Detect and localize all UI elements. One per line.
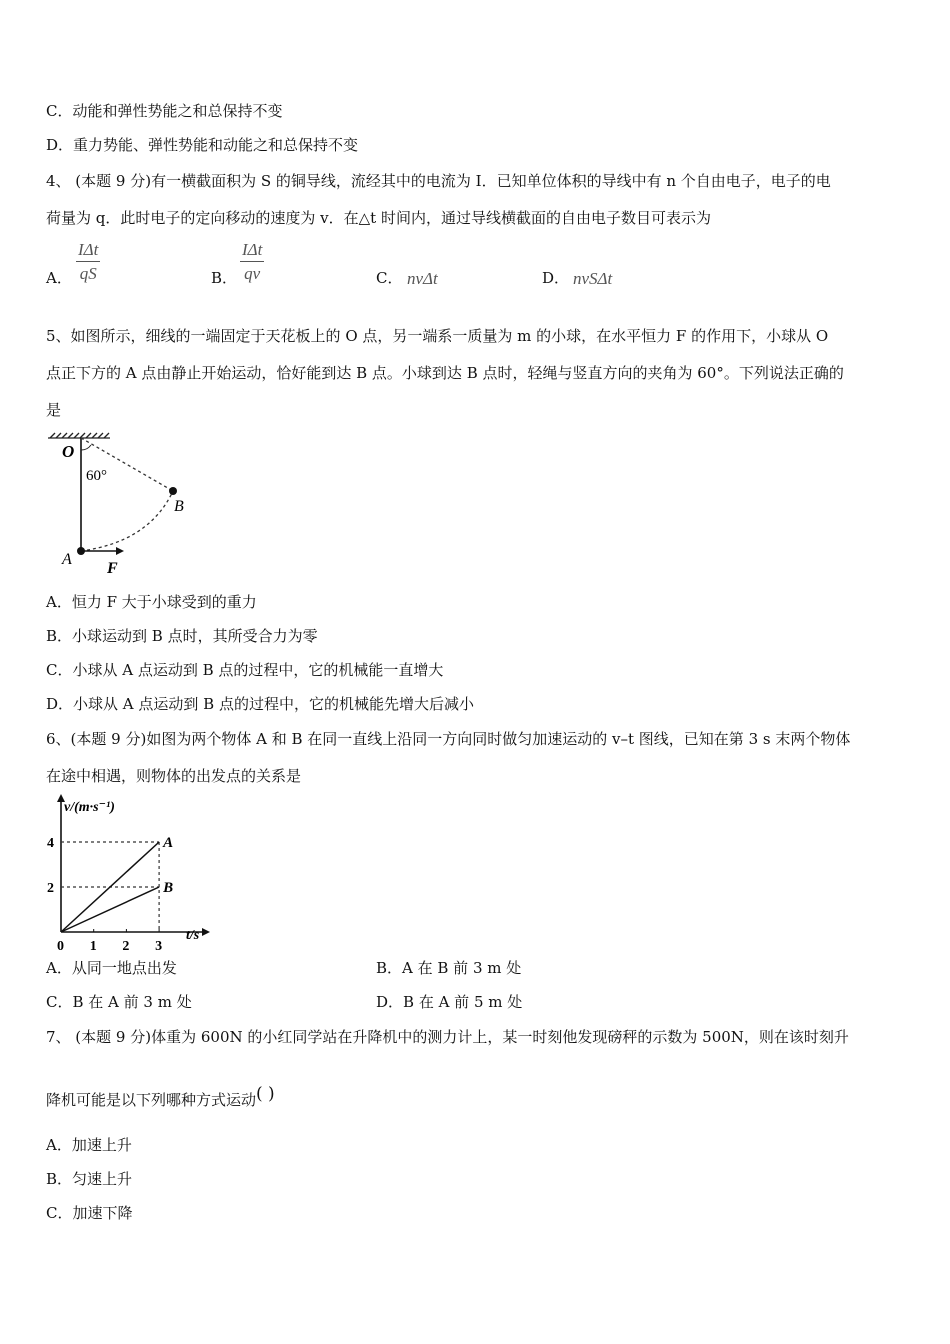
label-angle: 60° (86, 468, 107, 484)
q4-option-a-denominator: qS (79, 264, 97, 283)
label-a: A (62, 551, 72, 568)
x-tick-label-0: 0 (57, 939, 64, 954)
q5-stem-line1: 5、如图所示，细线的一端固定于天花板上的 O 点，另一端系一质量为 m 的小球，在水平恒力 F 的作用下，小球从 O (46, 327, 829, 345)
q4-option-b-label: B． (211, 269, 238, 287)
angle-arc (81, 445, 91, 450)
x-tick-label-1: 1 (89, 939, 97, 954)
series-line-b (61, 887, 159, 932)
q5-option-d: D．小球从 A 点运动到 B 点的过程中，它的机械能先增大后减小 (46, 695, 474, 713)
q4-stem-line1: 4、 (本题 9 分)有一横截面积为 S 的铜导线，流经其中的电流为 I．已知单位体积的导线中有 n 个自由电子，电子的电 (46, 172, 831, 190)
q6-vt-graph (40, 794, 215, 954)
q6-option-c: C．B 在 A 前 3 m 处 (46, 993, 192, 1011)
y-axis-label: v/(m·s⁻¹) (64, 800, 115, 815)
q5-stem-line2: 点正下方的 A 点由静止开始运动，恰好能到达 B 点。小球到达 B 点时，轻绳与竖直方向的夹角为 60°。下列说法正确的 (46, 364, 844, 382)
x-tick-label-3: 3 (155, 939, 163, 954)
series-label-b: B (163, 880, 174, 896)
force-arrow-head (116, 547, 124, 555)
q4-option-c-label: C． (376, 269, 403, 287)
q6-stem-line1: 6、(本题 9 分)如图为两个物体 A 和 B 在同一直线上沿同一方向同时做匀加速运动的 v–t 图线，已知在第 3 s 末两个物体 (46, 730, 851, 748)
q3-option-c: C．动能和弹性势能之和总保持不变 (46, 102, 283, 120)
q7-answer-paren: ( ) (256, 1084, 275, 1104)
q6-option-a: A．从同一地点出发 (46, 959, 177, 977)
q4-option-b-numerator: IΔt (240, 239, 264, 262)
trajectory-arc (81, 491, 173, 551)
q4-option-b-fraction (240, 239, 264, 286)
q4-option-d-expr: nvSΔt (573, 269, 613, 288)
x-tick-label-2: 2 (122, 939, 130, 954)
q7-option-b: B．匀速上升 (46, 1170, 133, 1188)
label-f: F (107, 560, 118, 577)
label-o: O (62, 442, 75, 461)
q7-stem-line2 (46, 1084, 275, 1110)
q5-option-b: B．小球运动到 B 点时，其所受合力为零 (46, 627, 318, 645)
series-label-a: A (163, 835, 174, 851)
q5-option-c: C．小球从 A 点运动到 B 点的过程中，它的机械能一直增大 (46, 661, 444, 679)
q6-stem-line2: 在途中相遇，则物体的出发点的关系是 (46, 767, 302, 785)
q7-stem-text: 降机可能是以下列哪种方式运动 (46, 1091, 257, 1109)
q4-option-a-fraction (76, 239, 100, 286)
q4-option-a-numerator: IΔt (76, 239, 100, 262)
q4-option-a-label: A． (46, 269, 72, 287)
q4-option-c-expr: nvΔt (407, 269, 438, 288)
q4-stem-line2: 荷量为 q．此时电子的定向移动的速度为 v．在△t 时间内，通过导线横截面的自由电子数目可表示为 (46, 209, 711, 227)
ceiling-hatch (48, 433, 110, 438)
q5-option-a: A．恒力 F 大于小球受到的重力 (46, 593, 257, 611)
y-tick-label-4: 4 (47, 836, 54, 851)
q6-option-b: B．A 在 B 前 3 m 处 (376, 959, 522, 977)
q3-option-d: D．重力势能、弹性势能和动能之和总保持不变 (46, 136, 359, 154)
q7-option-c: C．加速下降 (46, 1204, 133, 1222)
q6-option-d: D．B 在 A 前 5 m 处 (376, 993, 523, 1011)
y-tick-label-2: 2 (47, 881, 54, 896)
label-b: B (174, 498, 184, 515)
q7-stem-line1: 7、 (本题 9 分)体重为 600N 的小红同学站在升降机中的测力计上，某一时刻他发现磅秤的示数为 500N，则在该时刻升 (46, 1028, 849, 1046)
q5-pendulum-figure (44, 430, 204, 580)
q4-option-b-denominator: qv (244, 264, 261, 283)
x-axis-arrow (202, 928, 210, 936)
q4-option-d-label: D． (542, 269, 570, 287)
q7-option-a: A．加速上升 (46, 1136, 132, 1154)
ball-b (169, 487, 177, 495)
x-axis-label: t/s (186, 928, 200, 943)
q5-stem-line3: 是 (46, 401, 62, 419)
